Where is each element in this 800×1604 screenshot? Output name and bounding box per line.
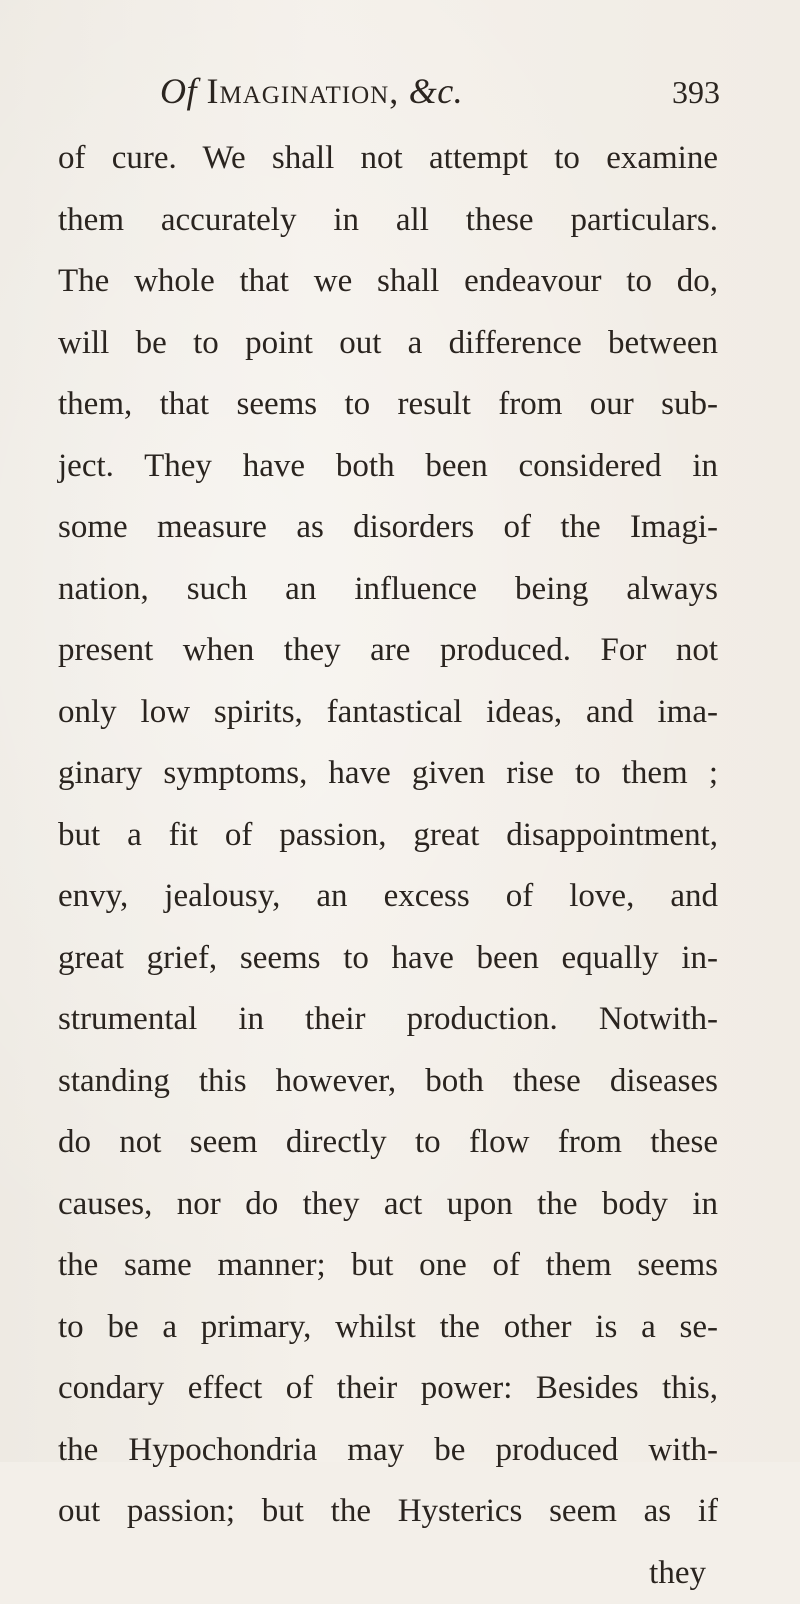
text-line: envy, jealousy, an excess of love, and — [58, 866, 718, 928]
text-line: condary effect of their power: Besides this, — [58, 1358, 718, 1420]
running-head-prefix: Of — [160, 71, 207, 111]
text-line: ginary symptoms, have given rise to them ; — [58, 743, 718, 805]
text-line: standing this however, both these diseases — [58, 1051, 718, 1113]
text-line: out passion; but the Hysterics seem as if — [58, 1481, 718, 1543]
page-number: 393 — [672, 74, 720, 111]
text-line: strumental in their production. Notwith- — [58, 989, 718, 1051]
running-head — [160, 70, 720, 120]
text-line: the same manner; but one of them seems — [58, 1235, 718, 1297]
text-line: causes, nor do they act upon the body in — [58, 1174, 718, 1236]
text-line: ject. They have both been considered in — [58, 436, 718, 498]
body-text — [58, 128, 718, 1604]
catchword: they — [58, 1543, 718, 1604]
text-line: the Hypochondria may be produced with- — [58, 1420, 718, 1482]
text-line: of cure. We shall not attempt to examine — [58, 128, 718, 190]
text-line: only low spirits, fantastical ideas, and ima- — [58, 682, 718, 744]
text-line: present when they are produced. For not — [58, 620, 718, 682]
text-line: nation, such an influence being always — [58, 559, 718, 621]
text-line: them, that seems to result from our sub- — [58, 374, 718, 436]
text-line: some measure as disorders of the Imagi- — [58, 497, 718, 559]
text-line: great grief, seems to have been equally in- — [58, 928, 718, 990]
text-line: will be to point out a difference between — [58, 313, 718, 375]
running-head-caps: Imagination, — [207, 71, 400, 111]
text-line: to be a primary, whilst the other is a se- — [58, 1297, 718, 1359]
text-line: them accurately in all these particulars. — [58, 190, 718, 252]
text-line: do not seem directly to flow from these — [58, 1112, 718, 1174]
running-head-title — [160, 70, 463, 112]
text-line: The whole that we shall endeavour to do, — [58, 251, 718, 313]
text-line: but a fit of passion, great disappointment, — [58, 805, 718, 867]
running-head-suffix: &c. — [399, 71, 463, 111]
